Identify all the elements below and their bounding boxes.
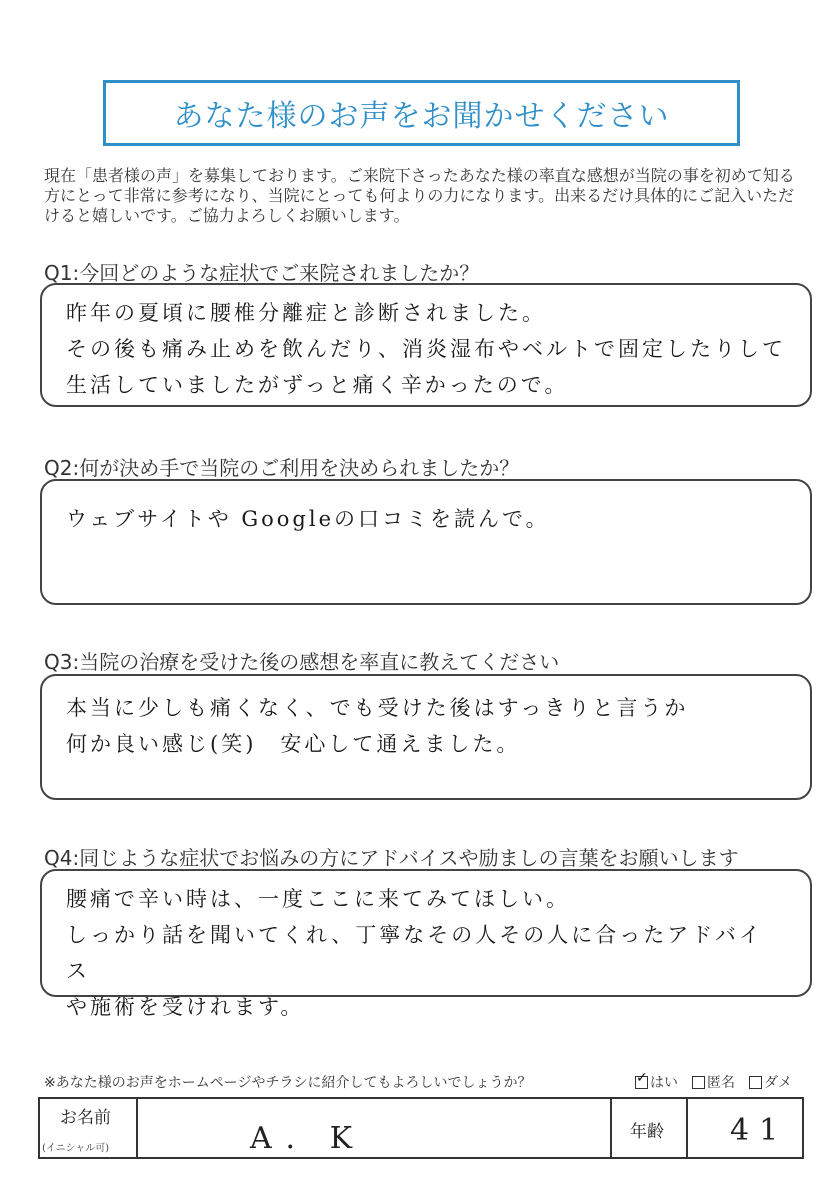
age-label: 年齢 <box>630 1122 664 1142</box>
question-4-label: Q4:同じような症状でお悩みの方にアドバイスや励ましの言葉をお願いします <box>44 846 739 870</box>
name-note: (イニシャル可) <box>42 1143 110 1154</box>
age-value[interactable]: 41 <box>730 1113 789 1148</box>
intro-text: 現在「患者様の声」を募集しております。ご来院下さったあなた様の率直な感想が当院の事を初めて知る方にとって非常に参考になり、当院にとっても何よりの力になります。出来るだけ具体的にご記入いただけると嬉しいです。ご協力よろしくお願いします。 <box>44 166 795 225</box>
answer-3-box[interactable] <box>40 674 812 800</box>
consent-option-yes-label: はい <box>650 1075 678 1091</box>
check-mark-icon: ✓ <box>636 1069 648 1086</box>
question-2-label: Q2:何が決め手で当院のご利用を決められましたか？ <box>44 456 520 480</box>
name-label: お名前 <box>60 1108 111 1128</box>
answer-2-text: ウェブサイトや Googleの口コミを読んで。 <box>66 507 550 531</box>
answer-3-text: 本当に少しも痛くなく、でも受けた後はすっきりと言うか 何か良い感じ(笑) 安心して通えました。 <box>66 696 689 756</box>
table-divider <box>686 1099 688 1157</box>
checkbox-no[interactable] <box>749 1076 762 1089</box>
answer-1-box[interactable] <box>40 283 812 407</box>
consent-row <box>44 1069 804 1094</box>
question-3-label: Q3:当院の治療を受けた後の感想を率直に教えてください <box>44 650 560 674</box>
consent-option-no-label: ダメ <box>764 1075 792 1091</box>
checkbox-anonymous[interactable] <box>692 1076 705 1089</box>
name-value[interactable]: A．K <box>250 1121 367 1156</box>
consent-option-yes[interactable] <box>635 1069 678 1092</box>
answer-4-box[interactable] <box>40 869 812 1019</box>
question-1-label: Q1:今回どのような症状でご来院されましたか？ <box>44 261 480 285</box>
answer-4-text: 腰痛で辛い時は、一度ここに来てみてほしい。 しっかり話を聞いてくれ、丁寧なその人その人に合ったアドバイス や施術を受けれます。 <box>66 887 763 1019</box>
table-divider <box>136 1099 138 1157</box>
consent-option-no[interactable] <box>749 1072 792 1092</box>
answer-2-box[interactable] <box>40 479 812 605</box>
checkbox-yes[interactable] <box>635 1069 648 1089</box>
consent-question: ※あなた様のお声をホームページやチラシに紹介してもよろしいでしょうか？ <box>44 1075 532 1091</box>
table-divider <box>610 1099 612 1157</box>
consent-option-anonymous[interactable] <box>692 1072 735 1092</box>
consent-option-anonymous-label: 匿名 <box>707 1075 735 1091</box>
page-title: あなた様のお声をお聞かせください <box>173 99 670 134</box>
name-age-table <box>38 1097 804 1159</box>
consent-options <box>635 1069 792 1092</box>
answer-1-text: 昨年の夏頃に腰椎分離症と診断されました。 その後も痛み止めを飲んだり、消炎湿布やベルトで固定したりして 生活していましたがずっと痛く辛かったので。 <box>66 301 786 397</box>
title-box <box>103 80 740 146</box>
